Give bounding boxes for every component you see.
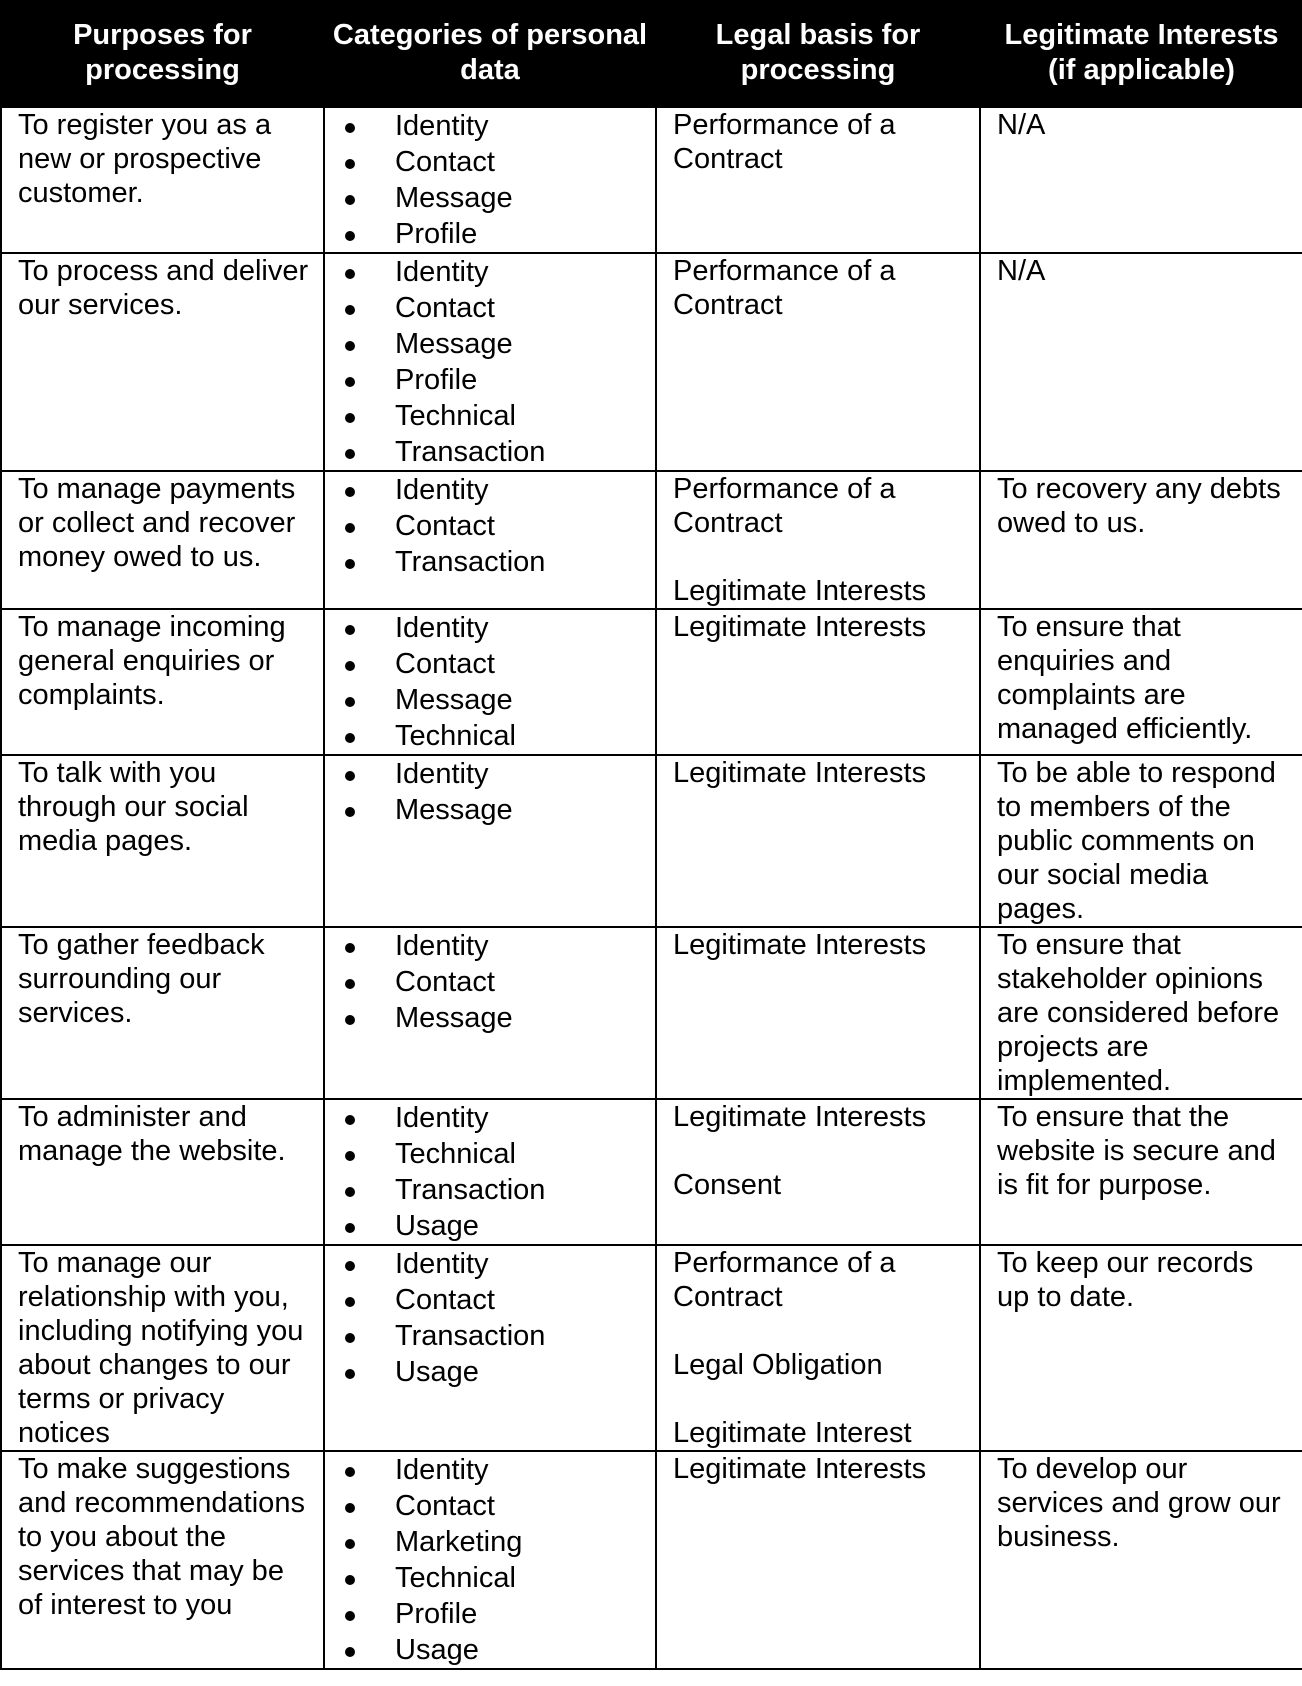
legal-basis-item: Legitimate Interest xyxy=(673,1417,912,1449)
legal-basis-cell xyxy=(656,1451,980,1669)
categories-cell xyxy=(324,1099,656,1245)
category-item: Transaction xyxy=(325,1318,645,1354)
purpose-cell: To gather feedback surrounding our services. xyxy=(1,927,324,1099)
header-row xyxy=(1,0,1302,107)
purpose-cell: To administer and manage the website. xyxy=(1,1099,324,1245)
category-list xyxy=(325,610,645,754)
category-item: Profile xyxy=(325,362,645,398)
legal-basis-item: Legitimate Interests xyxy=(673,757,927,789)
category-item: Identity xyxy=(325,1100,645,1136)
table-row xyxy=(1,1245,1302,1451)
category-item: Identity xyxy=(325,472,645,508)
table-row xyxy=(1,927,1302,1099)
header-legitimate-interests: Legitimate Interests (if applicable) xyxy=(980,0,1302,107)
category-item: Contact xyxy=(325,1282,645,1318)
category-list xyxy=(325,1246,645,1390)
table-row xyxy=(1,1451,1302,1669)
category-item: Technical xyxy=(325,718,645,754)
legal-basis-item: Legitimate Interests xyxy=(673,929,927,961)
category-item: Usage xyxy=(325,1632,645,1668)
legitimate-interest-cell: N/A xyxy=(980,107,1302,253)
category-item: Contact xyxy=(325,144,645,180)
legitimate-interest-cell: To ensure that stakeholder opinions are considered before projects are implemented. xyxy=(980,927,1302,1099)
legal-basis-item: Performance of a Contract xyxy=(673,473,896,539)
category-item: Message xyxy=(325,682,645,718)
category-item: Usage xyxy=(325,1354,645,1390)
categories-cell xyxy=(324,471,656,609)
category-item: Identity xyxy=(325,254,645,290)
legal-basis-cell xyxy=(656,1099,980,1245)
legitimate-interest-cell: To keep our records up to date. xyxy=(980,1245,1302,1451)
table-row xyxy=(1,755,1302,927)
legal-basis-item: Legitimate Interests xyxy=(673,575,927,607)
category-item: Transaction xyxy=(325,544,645,580)
legal-basis-cell xyxy=(656,471,980,609)
category-item: Contact xyxy=(325,1488,645,1524)
legitimate-interest-cell: N/A xyxy=(980,253,1302,471)
categories-cell xyxy=(324,1245,656,1451)
category-item: Identity xyxy=(325,108,645,144)
category-item: Technical xyxy=(325,398,645,434)
category-list xyxy=(325,928,645,1036)
category-item: Message xyxy=(325,792,645,828)
purpose-cell: To process and deliver our services. xyxy=(1,253,324,471)
legal-basis-item: Performance of a Contract xyxy=(673,1247,896,1313)
legal-basis-item: Performance of a Contract xyxy=(673,109,896,175)
legal-basis-item: Legitimate Interests xyxy=(673,611,927,643)
category-item: Contact xyxy=(325,508,645,544)
legal-basis-cell xyxy=(656,107,980,253)
legal-basis-cell xyxy=(656,609,980,755)
category-list xyxy=(325,254,645,470)
categories-cell xyxy=(324,609,656,755)
purpose-cell: To make suggestions and recommendations to you about the services that may be of interest to you xyxy=(1,1451,324,1669)
category-list xyxy=(325,108,645,252)
table-row xyxy=(1,471,1302,609)
legal-basis-cell xyxy=(656,1245,980,1451)
header-purposes: Purposes for processing xyxy=(1,0,324,107)
legitimate-interest-cell: To develop our services and grow our business. xyxy=(980,1451,1302,1669)
header-categories: Categories of personal data xyxy=(324,0,656,107)
category-item: Identity xyxy=(325,756,645,792)
legal-basis-cell xyxy=(656,253,980,471)
purpose-cell: To register you as a new or prospective customer. xyxy=(1,107,324,253)
legal-basis-cell xyxy=(656,755,980,927)
category-item: Profile xyxy=(325,1596,645,1632)
legal-basis-item: Legal Obligation xyxy=(673,1349,883,1381)
category-item: Technical xyxy=(325,1136,645,1172)
category-item: Identity xyxy=(325,1452,645,1488)
legal-basis-item: Consent xyxy=(673,1169,782,1201)
categories-cell xyxy=(324,107,656,253)
category-item: Contact xyxy=(325,290,645,326)
category-item: Marketing xyxy=(325,1524,645,1560)
table-row xyxy=(1,609,1302,755)
category-item: Contact xyxy=(325,964,645,1000)
table-row xyxy=(1,107,1302,253)
legitimate-interest-cell: To recovery any debts owed to us. xyxy=(980,471,1302,609)
category-item: Transaction xyxy=(325,1172,645,1208)
legal-basis-item: Legitimate Interests xyxy=(673,1101,927,1133)
category-item: Identity xyxy=(325,1246,645,1282)
category-item: Contact xyxy=(325,646,645,682)
legal-basis-item: Legitimate Interests xyxy=(673,1453,927,1485)
table-body xyxy=(1,107,1302,1669)
categories-cell xyxy=(324,927,656,1099)
category-item: Message xyxy=(325,326,645,362)
table-row xyxy=(1,1099,1302,1245)
category-item: Technical xyxy=(325,1560,645,1596)
category-item: Identity xyxy=(325,928,645,964)
category-list xyxy=(325,756,645,828)
purpose-cell: To manage our relationship with you, including notifying you about changes to our terms or privacy notices xyxy=(1,1245,324,1451)
legitimate-interest-cell: To be able to respond to members of the public comments on our social media pages. xyxy=(980,755,1302,927)
categories-cell xyxy=(324,1451,656,1669)
category-list xyxy=(325,1100,645,1244)
purpose-cell: To manage payments or collect and recover money owed to us. xyxy=(1,471,324,609)
legal-basis-item: Performance of a Contract xyxy=(673,255,896,321)
category-item: Usage xyxy=(325,1208,645,1244)
category-list xyxy=(325,1452,645,1668)
legitimate-interest-cell: To ensure that enquiries and complaints are managed efficiently. xyxy=(980,609,1302,755)
table-header xyxy=(1,0,1302,107)
table-row xyxy=(1,253,1302,471)
category-item: Message xyxy=(325,180,645,216)
categories-cell xyxy=(324,755,656,927)
legal-basis-cell xyxy=(656,927,980,1099)
category-item: Identity xyxy=(325,610,645,646)
category-item: Transaction xyxy=(325,434,645,470)
category-item: Profile xyxy=(325,216,645,252)
category-item: Message xyxy=(325,1000,645,1036)
legitimate-interest-cell: To ensure that the website is secure and is fit for purpose. xyxy=(980,1099,1302,1245)
categories-cell xyxy=(324,253,656,471)
purpose-cell: To talk with you through our social media pages. xyxy=(1,755,324,927)
purpose-cell: To manage incoming general enquiries or complaints. xyxy=(1,609,324,755)
header-legal-basis: Legal basis for processing xyxy=(656,0,980,107)
category-list xyxy=(325,472,645,580)
